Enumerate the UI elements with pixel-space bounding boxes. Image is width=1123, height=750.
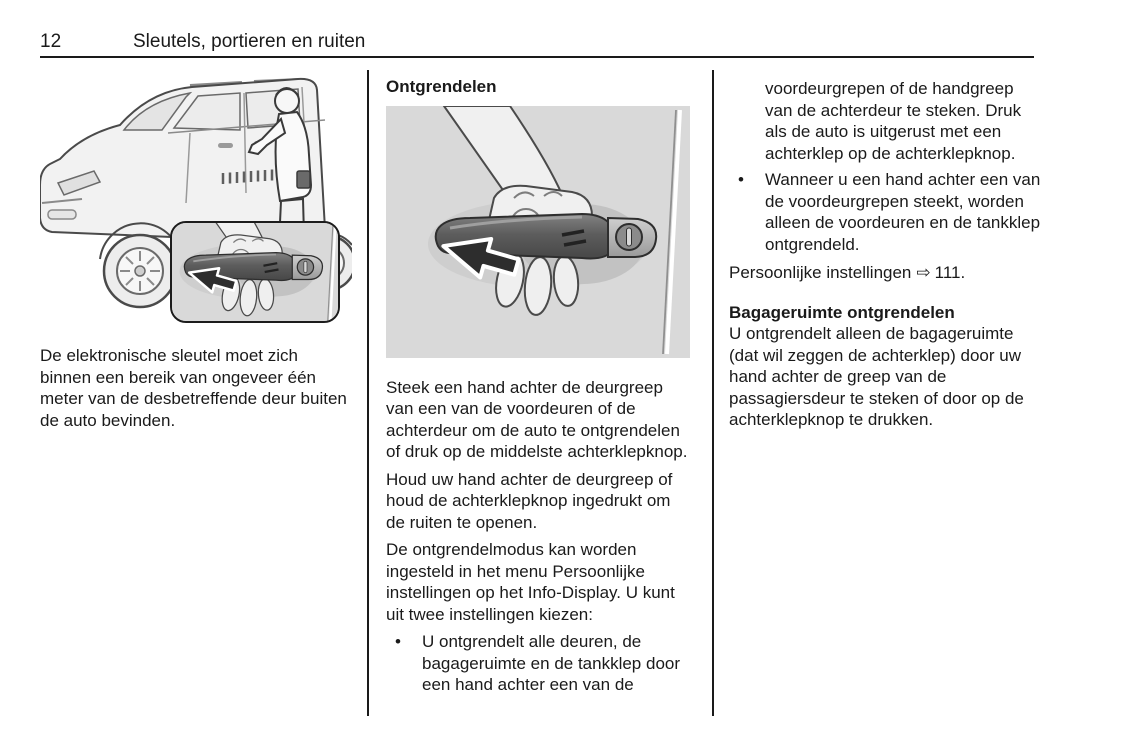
list-item-text: Wanneer u een hand achter een van de voordeurgrepen steekt, worden alleen de voordeuren en de tankklep ontgrendeld.	[765, 170, 1041, 254]
figure-door-handle	[386, 106, 690, 358]
unlock-instruction-paragraph: Steek een hand achter de deurgreep van een van de voordeuren of de achterdeur om de auto te ontgrendelen of druk op de middelste achterklepknop.	[386, 377, 688, 461]
section-heading-unlock-load-compartment: Bagageruimte ontgrendelen	[729, 302, 955, 322]
cross-reference	[729, 262, 1041, 285]
column-divider-left	[367, 70, 369, 716]
unlock-mode-paragraph: De ontgrendelmodus kan worden ingesteld in het menu Persoonlijke instellingen op het Info-Display. U kunt uit twee instellingen kiezen:	[386, 540, 675, 624]
figure-door-handle-inset	[170, 221, 340, 323]
electronic-key-range-paragraph: De elektronische sleutel moet zich binnen een bereik van ongeveer één meter van de desbetreffende deur buiten de auto bevinden.	[40, 346, 347, 430]
middle-column	[386, 76, 694, 696]
list-item-unlock-all	[386, 631, 694, 696]
list-item-front-doors-only	[729, 169, 1041, 255]
section-heading-unlocking: Ontgrendelen	[386, 77, 497, 96]
list-item-unlock-all-continued: voordeurgrepen of de handgreep van de achterdeur te steken. Druk als de auto is uitgerust met een achterklep op de achterklepknop.	[765, 79, 1022, 163]
door-handle-inset-illustration	[172, 223, 338, 321]
bullet-icon: •	[395, 632, 401, 651]
page-number: 12	[40, 31, 62, 52]
left-column	[40, 73, 352, 431]
right-column	[729, 78, 1041, 431]
cross-reference-label: Persoonlijke instellingen	[729, 263, 912, 282]
cross-reference-arrow-icon: ⇨	[916, 263, 931, 283]
chapter-title: Sleutels, portieren en ruiten	[133, 31, 366, 52]
list-item-text: U ontgrendelt alle deuren, de bagageruimte en de tankklep door een hand achter een van de	[422, 632, 681, 694]
cross-reference-page: 111.	[934, 263, 966, 282]
door-handle-illustration	[386, 106, 690, 358]
header-rule	[40, 56, 1034, 58]
open-windows-paragraph: Houd uw hand achter de deurgreep of houd de achterklepknop ingedrukt om de ruiten te openen.	[386, 469, 673, 532]
bullet-icon: •	[738, 170, 744, 189]
figure-car-with-person	[40, 73, 352, 323]
unlock-load-compartment-paragraph: U ontgrendelt alleen de bagageruimte (dat wil zeggen de achterklep) door uw hand achter de greep van de passagiersdeur te steken of door op de achterklepknop te drukken.	[729, 324, 1024, 429]
column-divider-right	[712, 70, 714, 716]
